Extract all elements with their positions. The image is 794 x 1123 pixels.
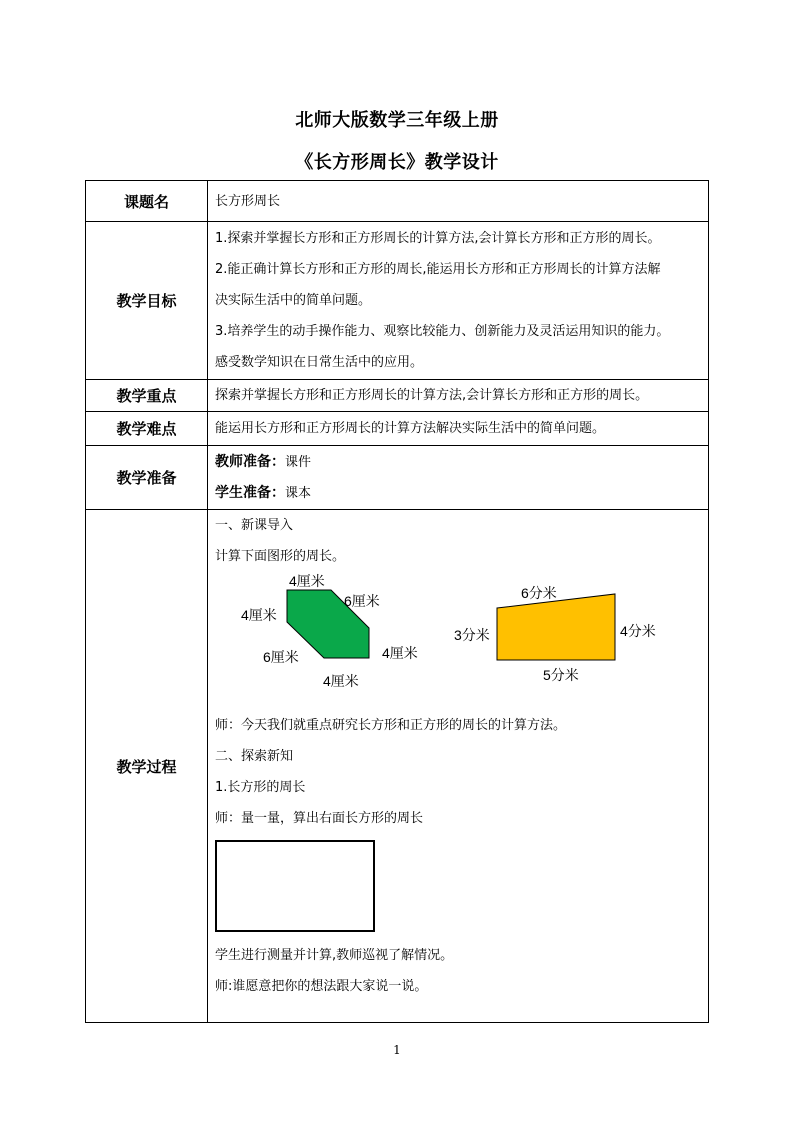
teacher-line-2: 师：量一量，算出右面长方形的周长 [215, 811, 424, 826]
green-bottom-label: 4厘米 [323, 673, 359, 689]
difficulty-value: 能运用长方形和正方形周长的计算方法解决实际生活中的简单问题。 [208, 412, 709, 446]
task-text: 计算下面图形的周长。 [215, 549, 346, 564]
process-value [208, 510, 709, 1023]
student-prep-label: 学生准备： [215, 484, 285, 501]
lesson-plan-table [85, 180, 709, 1023]
goals-label: 教学目标 [86, 222, 208, 380]
goal-line: 决实际生活中的简单问题。 [215, 293, 372, 308]
green-upper-right-label: 6厘米 [344, 593, 380, 609]
figures-svg [215, 572, 695, 710]
goal-line: 2.能正确计算长方形和正方形的周长,能运用长方形和正方形周长的计算方法解 [215, 262, 661, 277]
teacher-prep-value: 课件 [285, 454, 312, 470]
student-prep [215, 478, 704, 509]
green-right-label: 4厘米 [382, 645, 418, 661]
goals-value [208, 222, 709, 380]
page-number: 1 [393, 1043, 401, 1057]
key-point-label: 教学重点 [86, 380, 208, 412]
section-explore: 二、探索新知 [215, 749, 294, 764]
row-process [86, 510, 709, 1023]
goal-line: 1.探索并掌握长方形和正方形周长的计算方法,会计算长方形和正方形的周长。 [215, 231, 661, 246]
subsection-rectangle: 1.长方形的周长 [215, 780, 306, 795]
teacher-line-3: 师:谁愿意把你的想法跟大家说一说。 [215, 979, 428, 994]
row-difficulty [86, 412, 709, 446]
row-key-point [86, 380, 709, 412]
topic-value: 长方形周长 [208, 181, 709, 222]
yellow-trapezoid-shape [497, 594, 615, 660]
perimeter-figures [215, 572, 704, 710]
prep-value [208, 446, 709, 510]
green-top-label: 4厘米 [289, 573, 325, 589]
document-title: 北师大版数学三年级上册 [295, 110, 499, 131]
teacher-prep [215, 447, 704, 478]
difficulty-label: 教学难点 [86, 412, 208, 446]
goal-line: 感受数学知识在日常生活中的应用。 [215, 355, 424, 370]
row-prep [86, 446, 709, 510]
yellow-top-label: 6分米 [521, 585, 557, 601]
key-point-value: 探索并掌握长方形和正方形周长的计算方法,会计算长方形和正方形的周长。 [208, 380, 709, 412]
document-subtitle: 《长方形周长》教学设计 [295, 152, 499, 173]
teacher-prep-label: 教师准备： [215, 453, 285, 470]
rectangle-to-measure [215, 840, 375, 932]
prep-label: 教学准备 [86, 446, 208, 510]
topic-label: 课题名 [86, 181, 208, 222]
green-left-label: 4厘米 [241, 607, 277, 623]
row-goals [86, 222, 709, 380]
yellow-right-label: 4分米 [620, 623, 656, 639]
goal-line: 3.培养学生的动手操作能力、观察比较能力、创新能力及灵活运用知识的能力。 [215, 324, 670, 339]
yellow-left-label: 3分米 [454, 627, 490, 643]
row-topic [86, 181, 709, 222]
student-action: 学生进行测量并计算,教师巡视了解情况。 [215, 948, 454, 963]
yellow-bottom-label: 5分米 [543, 667, 579, 683]
process-label: 教学过程 [86, 510, 208, 1023]
section-intro: 一、新课导入 [215, 518, 294, 533]
student-prep-value: 课本 [285, 485, 312, 501]
teacher-line-1: 师：今天我们就重点研究长方形和正方形的周长的计算方法。 [215, 718, 567, 733]
green-lower-left-label: 6厘米 [263, 649, 299, 665]
